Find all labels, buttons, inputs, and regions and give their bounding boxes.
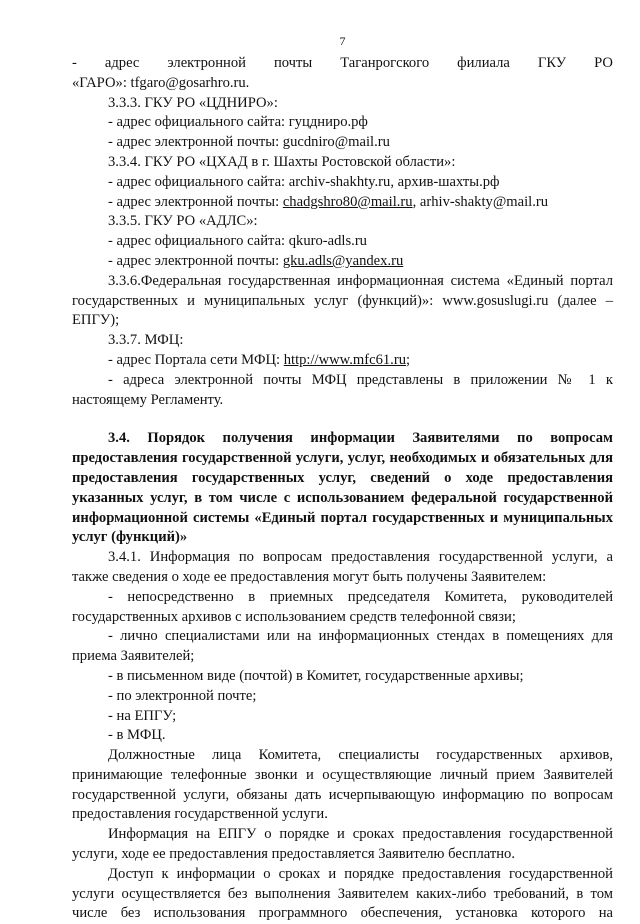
word: почты [273, 55, 313, 71]
section-3-3-3: 3.3.3. ГКУ РО «ЦДНИРО»: [108, 94, 278, 111]
label-text: - адрес электронной почты: [108, 252, 283, 269]
label-text: - адрес электронной почты: [108, 193, 283, 210]
taganrog-email-line [72, 54, 613, 74]
email-link[interactable]: chadgshro80@mail.ru [282, 193, 413, 210]
section-3-3-5: 3.3.5. ГКУ РО «АДЛС»: [108, 213, 258, 230]
word: - [72, 55, 77, 71]
section-heading-3-4: 3.4. Порядок получения информации Заявителями по вопросам предоставления государственной услуги, услуг, необходимых и обязательных для предоставления государственных услуг, сведений о ходе предоставления указанных услуг, в том числе с использованием федеральной государственной информационной системы «Единый портал государственных и муниципальных услуг (функций)» [72, 430, 613, 546]
email-text: , arhiv-shakty@mail.ru [412, 193, 549, 210]
adls-email [72, 252, 613, 272]
mfc-link[interactable]: http://www.mfc61.ru [283, 351, 406, 368]
chad-email [72, 193, 613, 213]
word: ГКУ [537, 55, 567, 71]
mfc-portal [72, 351, 613, 371]
list-item: - в МФЦ. [108, 727, 166, 744]
list-item: - лично специалистами или на информационных стендах в помещениях для приема Заявителей; [72, 628, 613, 665]
word: РО [594, 55, 613, 71]
cdniro-email: - адрес электронной почты: gucdniro@mail.ru [108, 134, 390, 151]
mfc-emails: - адреса электронной почты МФЦ представлены в приложении № 1 к настоящему Регламенту. [72, 371, 613, 408]
label-text: - адрес Портала сети МФЦ: [108, 351, 284, 368]
word: адрес [104, 55, 140, 71]
section-3-4-1: 3.4.1. Информация по вопросам предоставления государственной услуги, а также сведения о ходе ее предоставления могут быть получены Заявителем: [72, 549, 613, 585]
section-3-3-6: 3.3.6.Федеральная государственная информационная система «Единый портал государственных и муниципальных услуг (функций)»: www.gosuslugi.ru (далее – ЕПГУ); [72, 272, 613, 329]
access-paragraph: Доступ к информации о сроках и порядке предоставления государственной услуги осуществляется без выполнения Заявителем каких-либо требований, в том числе без использования программного обеспечения, установка которого на [72, 865, 613, 922]
word: Таганрогского [340, 55, 430, 71]
punct: ; [406, 351, 411, 368]
email-link[interactable]: gku.adls@yandex.ru [282, 252, 404, 269]
section-3-3-7: 3.3.7. МФЦ: [108, 332, 184, 349]
spacer [72, 410, 613, 429]
word: электронной [167, 55, 246, 71]
word: филиала [457, 55, 510, 71]
list-item: - на ЕПГУ; [108, 707, 177, 724]
chad-site: - адрес официального сайта: archiv-shakhty.ru, архив-шахты.рф [108, 173, 500, 190]
list-item: - непосредственно в приемных председателя Комитета, руководителей государственных архивов с использованием средств телефонной связи; [72, 588, 613, 625]
document-page [72, 34, 613, 924]
epgu-paragraph: Информация на ЕПГУ о порядке и сроках предоставления государственной услуги, ходе ее предоставления предоставляется Заявителю бесплатно. [72, 826, 613, 863]
officials-paragraph: Должностные лица Комитета, специалисты государственных архивов, принимающие телефонные звонки и осуществляющие личный прием Заявителей государственной услуги, обязаны дать исчерпывающую информацию по вопросам предоставления государственной услуги. [72, 747, 613, 823]
adls-site: - адрес официального сайта: qkuro-adls.ru [108, 233, 367, 250]
page-number: 7 [339, 34, 346, 48]
section-3-3-4: 3.3.4. ГКУ РО «ЦХАД в г. Шахты Ростовской области»: [108, 153, 456, 170]
cdniro-site: - адрес официального сайта: гуцдниро.рф [108, 114, 368, 131]
list-item: - в письменном виде (почтой) в Комитет, государственные архивы; [108, 667, 524, 684]
list-item: - по электронной почте; [108, 687, 257, 704]
taganrog-email-cont: «ГАРО»: tfgaro@gosarhro.ru. [72, 74, 250, 91]
